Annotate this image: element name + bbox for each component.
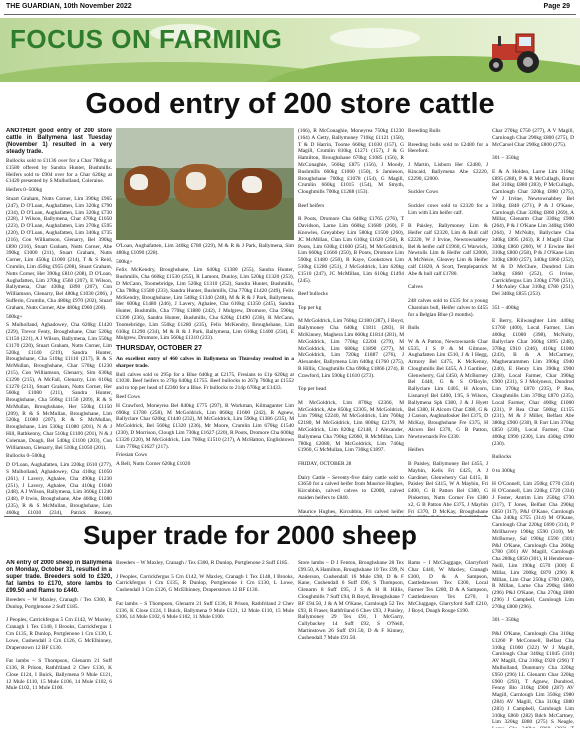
sheep-column-1: [6, 560, 112, 732]
cattle-photo: [116, 128, 294, 240]
section-title: FOCUS ON FARMING: [10, 24, 283, 54]
main-headline: Good entry of 200 store cattle: [85, 88, 495, 120]
sheep-column-4: Rams – I McCluggage, Glarryford Char £440, W Maxley, Cranagh £300, D & A Sampson, Castledawson Tex £300, Local Farmer Tex £280, D & A Sampson, Castledawson Tex £270, I McCluggage, Glarryford Suff £210, J Boyd, Doagh Rouge £190.: [408, 560, 488, 614]
article-paragraph: Felix McKendry, Broughshane, Lim 640kg £1380 (255), Sandra Hunter, Bushmills, Cha 660kg £1530 (255), R Lamont, Dunloy, Lim 520kg £1320 (253), D McCann, Toomebridge, Lim 520kg £1310 (252), Sandra Hunter, Bushmills, Cha 780kg £1580 (233), Sandra Hunter, Bushmills, Cha 770kg £1420 (249), Felix McKendry, Broughshane, Lim 540kg £1340 (248), M & R & J Park, Ballymena, Her 600kg £1480 (246), J Lavery, Aghalee, Cha 610kg £1350 (245), Sandra Hunter, Bushmills, Cha 770kg £1880 (242), J Mulgrew, Dromore, Cha 590kg £1390 (236), Sandra Hunter, Bushmills, Cha 620kg £1490 (236), R McCann, Toomebridge, Lim 550kg £1280 (235), Felix McKendry, Broughshane, Lim 610kg £1290 (234), M & R & J Park, Ballymena, Lim 610kg £1400 (234), E Mulgrew, Dromore, Lim 560kg £1310 (233).: [116, 267, 294, 342]
article-column-1: [6, 128, 112, 516]
sheep-column-3: Store lambs – D J Fenton, Broughshane 28 Tex £99.50, A Hamilton, Broughshane 10 Tex £99, N Anderson, Cushendall 16 Mule £98, D & F Kane, Cushendall 6 Suff £96, S Thompson, Glenarm 8 Suff £95, J S & H R Hillis, Cloughmills 7 Suff £94, R Boyd, Broughshane 7 BF £94.50, J & A M O'Kane, Carnlough 52 Tex £93, R Fraser, Rathfriland 6 Chev £93, J Paisley, Ballymoney 29 Tex £91, I McGarry, Cullybackey 14 Suff £92, S O'Neill, Martinstown 26 Suff £91.50, D & F Kinney, Cushendall 7 Mule £91.50.: [298, 560, 404, 641]
sheep-paragraph: Breeders – W Maxley, Cranagh / Tex £300, R Dunlop, Portglenone 2 Suff £185. J Peoples, Carrickfergus 5 Crn £142, W Maxley, Cranagh 1 Tex £148, I Brooks, Carrickfergus 1 Crn £135, R Dunlop, Portglenone 1 Crn £130, L Lowe, Cushendall 3 Crn £126, G McElhinney, Draperstown 12 BF £130. Fat lambs – S Thompson, Glenarm 21 Suff £136, R Prison, Rathfriland 2 Chev £136, K Close £124, I Buick, Ballymena 9 Mule £121, 12 Mule £110, 15 Mule £106, 14 Mule £102, 6 Mule £102, 11 Mule £100.: [6, 597, 112, 692]
article-paragraph: S Mulholland, Aghadowey, Cha 620kg £1420 (229), Trevor Fenty, Broughshane, Char 520kg £1150 (221), A J Wilson, Ballymena, Lim 550kg £1170 (220), Stuart Graham, Nutts Corner, Lim 520kg £1140 (219), Sandra Hunter, Broughshane, Cha 510kg £1110 (217), R & S McMullan, Broughshane, Char 570kg £1230 (215), Con Williamson, Glenarry, Sim 630kg £1290 (215), A McFall, Glenarry, Lim 610kg £1270 (213), Stuart Graham, Nutts Corner, Her 560kg £1080 (211), Sandra Hunter, Broughshane, Cha 560kg £1150 (209), R & S McMullan, Broughshane, Her 550kg £1150 (209), R & S McMullan, Broughshane, Lim 520kg £1080 (207), R & S McMullan, Broughshane, Lim 530kg £1080 (201), N & J Hill, Rathkenny, Char 510kg £1100 (201), N & J Coleman, Doagh, Bel 540kg £1100 (203), Con Williamson, Glenarry, Bel 510kg £1050 (201).: [6, 322, 112, 451]
subsection-label: Heifers 0–500kg: [6, 187, 43, 194]
top-rule: [4, 14, 576, 15]
photo-background: [116, 128, 294, 168]
article-column-4: Breeding Bulls Breeding bulls sold to £2480 for a Hereford. J Martin, Lisburn Her £2480, J Kincaid, Ballymena Abe £2220, £2290, £2000. Suckler Cows Suckler cows sold to £2320 for a Lim with Lim heifer calf. B Paisley, Ballymoney Lim & Heifer calf £2320, Lim & Bull calf £2220, W J Irvine, Newtownabbey Bel & heifer calf £1960, G Warwick, Newtolls Lim & Heifer calf £2000, A McNeice, Gleavey Lim & Heifer calf £1820, A Scott, Templepatrick Abe & bull calf £1780. Calves 248 calves sold to £535 for a young Charolais bull, Heifer calves to £455 for a Belgian Blue (3 months). Bulls W & A Patton, Newtownards Char £535, J S P & M Gilmore, Aughafatten Lim £510, J & I Hegg, Armory Bel £475, K McKenny, Cloughmills Bel £455, A J Gardiner, Glenwherry, Gal £450, A McBurney Bel £440, G & S O'Boyle, Ballyclare Lim £405, H Alcorn, Lisnaroyl Bel £400, I.95, S Wilson, Ballymena Sph £380, J & J Hyett Bel £380, H Alcorn Char £380, G & J Carson, Aughnafosker Bel £375, D McKay, Broughshane Fre £375, H Alcorn Bel £370, G B Patton, Newtownards Fre £330. Heifers B Paisley, Ballymoney Bel £455, J Maybin, Kells Fri £425, A J Gardiner, Glenwherry Gal £415, B Paisley Bel £415, W A Maybin, Fri £400, G B Patton Bel £380, G Pinkerton, Nutts Corner Fre £380 x2, G B Patton Abe £375, J Maybin Fri £370, D McKay, Broughshane: [408, 128, 488, 515]
article-paragraph: D O'Loan, Aughafatten, Lim 220kg £610 (277), S Mulholland, Aghadowey, Cha 410kg £1050 (261), J Lavery, Aghalee, Cha 490kg £1230 (251), J Lavery, Aghalee, Cha 410kg £1040 (248), A J Wilson, Ballymena, Lim 360kg £1240 (248), P Irwin, Broughshane, Abe 460kg £1080 (235), R & S McMullan, Broughshane, Lim 460kg £1030 (234), Patrick Rooney,: [6, 462, 112, 516]
article-paragraph: Bull calves sold to 295p for a Blue 640kg at £2175, Fresians to £1p 620kg at £1030. Beef heifers to 276p 640kg £1755. Beef bullocks to 267p 760kg at £1552 and to top per head of £2360 for a Blue. Fr bullocks to 214p 670kg at £1433.: [116, 371, 294, 392]
subsection-label: Beef Cows: [116, 393, 140, 400]
section-banner: [0, 18, 580, 82]
section-divider: [4, 516, 488, 517]
article-paragraph: H Crawford, Moneyrea Bel 840kg £775 (297), R Workman, Kilmaganter Lim 690kg £1780 (258), M McGoldrick, Lim 860kg £1600 (242), R Agnew, Ballyclare Char 620kg £1440 (232), M McGoldrick, Lim 590kg £1386 (235), M McGoldrick, Bel 560kg £1320 (236), Mr Moore, Crumlin Lim 670kg £1540 (230), D Morrison, Clough Lim 730kg £1627 (220), R Poots, Dromore Cha 600kg £1320 (220), M McGoldrick, Lim 760kg £1510 (217), A McHatton, Englishtown Lim 770kg £1627 (217).: [116, 402, 294, 450]
article-paragraph: A Bell, Nutts Corner 620kg £1020: [116, 461, 191, 468]
article-paragraph: An excellent entry of 460 calves in Ballymena on Thursday resulted in a sharper trade.: [116, 355, 294, 369]
article-paragraph: Bullocks sold to £1136 over for a Char 780kg at £1580 offered by Sandra Hunter, Bushmills. Heifers sold to £904 over for a Char 620kg at £1420 presented by S Mulholland, Coleraine.: [6, 158, 112, 185]
subsection-label: Bullocks 0–500kg: [6, 453, 46, 460]
subsection-label: 500kg+: [6, 313, 23, 320]
tractor-icon: [470, 32, 562, 74]
article-lead: ANOTHER good entry of 200 store cattle in Ballymena last Tuesday (November 1) resulted in a very steady trade.: [6, 128, 112, 155]
article-column-2: [116, 243, 294, 513]
sheep-headline: Super trade for 2000 sheep: [83, 520, 417, 550]
subsection-label: 500kg+: [116, 258, 133, 265]
article-paragraph: O'Loan, Aughafatten, Lim 340kg £780 (229), M & R & J Park, Ballymena, Sim 480kg £1090 (228).: [116, 243, 294, 256]
cloud-shape: [330, 28, 420, 48]
article-column-3: (166), R McConaghie, Moneyrea 750kg £1230 (164) A Getty, Ballymoney 710kg £1121 (158), T & D Harrin, Toome 660kg £1030 (157), G Magill, Crumlin 810kg £1271 (157), J & G Hamilton, Broughshane 670kg £1085 (156), R McConaghie, 560kg £875 (156), J Moody, Bushmills 660kg £1060 (150), S Jamieson, Broughshane 700kg £1078 (154), G Magill, Crumlin 660kg £1015 (154), M Smyth, Cloughmills 700kg £1288 (153). Beef heifers R Poots, Dromore Cha 640kg £1765 (276), T Davidson, Larne Lim 660kg £1680 (260), F Knowles, Greyabbey Lim 580kg £1500 (260), JC McMillan, Clan Lim 610kg £1620 (250), R Poots, Lim 630kg £1600 (254), M McGoldrick, Lim 660kg £1660 (250), B Poots, Dromore Lim 590kg £1480 (250), R Kaye, Cookstown Lim 510kg £1280 (251), J McGoldrick, Lim 620kg £1510 (247), JC McMillan, Lim 610kg £1494 (245). Beef bullocks Top per kg M McGoldrick, Lim 760kg £2180 (287), J Boyd, Ballymoney Cha 640kg £1811 (283), H McKinney, Maghera Lim 660kg £1814 (281), M McGoldrick, Lim 770kg £2204 (279), M McGoldrick, Lim 680kg £1890 (277), M McGoldrick, Lim 720kg £1887 (276), J Alexander, Ballymena Lim 640kg £1760 (275), R Hillis, Cloughmills Cha 690kg £1866 (274), B Crawford, Lim 590kg £1610 (273). Top per head M McGoldrick, Lim 870kg £2366, M McGoldrick, Abe 850kg £2305, M McGoldrick, Lim 790kg £2240, M McGoldrick, Lim 760kg £2180, M McGoldrick, Lim 800kg £2179, M McGoldrick, Lim 820kg £2148, J Alexander, Ballymena Cha 790kg £2060, R McMillan, Lim 780kg £2080, M McGoldrick, Lim 740kg £1960, G McMullan, Lim 730kg £1897. FRIDAY, OCTOBER 28 Dairy Cattle – Seventy-five dairy cattle sold to £3650 for a calved heifer from Maurice Hughes, Kircubbin, calved calves to £2000, calved maiden heifers to £840. Maurice Hughes, Kircubbin, Fri calved heifer: [298, 128, 404, 515]
cow-face-shape: [242, 176, 262, 193]
paper-name: THE GUARDIAN, 10th November 2022: [6, 3, 132, 10]
article-paragraph: Stuart Graham, Nutts Corner, Lim 390kg £965 (247), D O'Loan, Aughafatten, Lim 320kg £790 (234), D O'Loan, Aughafatten, Lim 320kg £730 (228), J Wilson, Ballymena, Char 470kg £1050 (223), D O'Loan, Aughafatten, Lim 270kg £595 (220), D O'Loan, Aughafatten, Lim 340kg £735 (216), Con Williamson, Glenarry, Bel 390kg £890 (216), Stuart Graham, Nutts Corner, Abe 390kg £1000 (211), Stuart Graham, Nutts Corner, Lim 450kg £1000 (214), T & S Reid, Crumlin, Lim 450kg £955 (208), Stuart Graham, Nutts Corner, Her 390kg £810 (208), D O'Loan, Aughafatten, Lim 270kg £560 (207), E Wilson, Ballymena, Char 430kg £890 (207), Con Williamson, Glenarry, Bel 480kg £1030 (206), J Sufferin, Crumlin, Cha 480kg £970 (202), Stuart Graham, Nutts Corner, Abe 480kg £960 (200).: [6, 195, 112, 311]
sheep-column-2: Breeders – W Maxley, Cranagh / Tex £300, R Dunlop, Portglenone 2 Suff £185. J Peoples, Carrickfergus 5 Crn £142, W Maxley, Cranagh 1 Tex £148, I Brooks, Carrickfergus 1 Crn £135, R Dunlop, Portglenone 1 Crn £130, L Lowe, Cushendall 3 Crn £126, G McElhinney, Draperstown 12 BF £130. Fat lambs – S Thompson, Glenarm 21 Suff £136, R Prison, Rathfriland 2 Chev £136, K Close £124, I Buick, Ballymena 9 Mule £121, 12 Mule £110, 15 Mule £106, 14 Mule £102, 6 Mule £102, 11 Mule £100.: [116, 560, 294, 621]
cow-face-shape: [130, 174, 148, 190]
subsection-label: Friesian Cows: [116, 452, 147, 459]
date-subheading: THURSDAY, OCTOBER 27: [116, 345, 202, 353]
masthead: [0, 0, 580, 14]
page-number: Page 29: [543, 3, 570, 10]
cow-face-shape: [186, 172, 206, 190]
article-column-5: Char 270kg £750 (277), A V Magill, Carnlough Char 290kg £800 (275), D McCarsel Char 290kg £800 (275). 301 – 350kg E & A Holden, Larne Lim 310kg £895 (288), P & R McCullagh, Burnt Bel 310kg £880 (283), P McCullagh, Carnlough Char 320kg £880 (275), W J Irvine, Newtownabbey Bel 310kg £840 (271), P & J O'Kane, Carnlough Char 320kg £860 (269), A Millar, Glenarm Char 330kg £900 (264), P & J O'Kane Lim 340kg £900 (264), J McNulty, Ballyclare Cha 340kg £895 (263), R J Magill Char 330kg £860 (260), W J Erwine Bel 310kg £800 (258), P & J O'Kane Lim 310kg £800 (257), 340kg £860 (252), M & D McClure, Dundrod Lim 340kg £860 (252), G Irvine, Carrickfergus Lim 330kg £790 (251), J McAuley Char 310kg £780 (251), Del 340kg £855 (253). 351 – 400kg E Berry, Kilwaughter Lim 440kg £1760 (400), Local Farmer, Lim 400kg £1080 (398), McNulty, Ballyclare Char 360kg £895 (248), 370kg £910 (246), 410kg £1000 (243), B & A McCartney, Magherarammen Lim 390kg £940 (240), E Henry Lim 390kg £900 (238), Local Farmer, Char 390kg £900 (231), S J Molyneux, Dundrod Lim 370kg £870 (235), P Rea, Cloughmills Lim 370kg £870 (235), Local Farmer, Char 400kg £1000 (231), P Rea Char 500kg £1155 (231), M & J Miller, Belfast Abe 380kg £900 (230), R Farr Lim 370kg £850 (230), Local Farmer, Char 400kg £990 (230), Lim 430kg £990 (230). Bullocks 0 to 300kg H O'Connell, Lim 250kg £770 (334) H O'Connell, Lim 220kg £720 (334) J Foster, Antrim Lim 250kg £730 (317), T Jones, Belfast Cha 290kg £850 (317), P&J O'Kane, Carnlough Cha 240kg £755 (314) M O'Kane, Carnlough Char 220kg £690 (314), P McIlharvey 190kg £590 (310), Mr McBurney, Sal 190kg £590 (301) P&J O'Kane, Carnlough Cha 260kg £780 (301) AV Magill, Carnlough Cha 280kg £850 (301), H Henderson-Neill, Lim 190kg £570 (300) E Millar, Lim 200kg £870 (290) R Millan, Lim Char 250kg £700 (280), R Millan, Larne Cha 290kg £860 (296) P&J O'Kane, Cha 270kg £800 (296) J Campbell, Carnlough Lim 270kg £800 (296). 301 – 350kg P&J O'Kane, Carnlough Cha 310kg £1260 P McConnell, Belfast Cha 310kg £1000 (322) W J Magill, Carnlough Char 340kg £1045 (310) AV Magill, Cha 310kg £920 (296) T Mulholland, Dunmurry Cha 320kg £950 (296) I.L Glenarm Char 320kg £900 (293), T Agnew, Dundrod, Fenny Blo 310kg £900 (287) AV Magill, Carnlough Lim 350kg £980 (284) AV Magill, Cha 310kg £880 (283) J Campbell, Carnlough Lim 310kg £860 (282) Bdch McCartney, Lim 320kg £880 (275) S Neagle,: [492, 128, 574, 726]
sheep-lead: AN entry of 2000 sheep in Ballymena on Monday, October 31, resulted in a super trade. Breeders sold to £320, fat lambs to £170, store lambs to £99.50 and Rams to £440.: [6, 560, 112, 594]
